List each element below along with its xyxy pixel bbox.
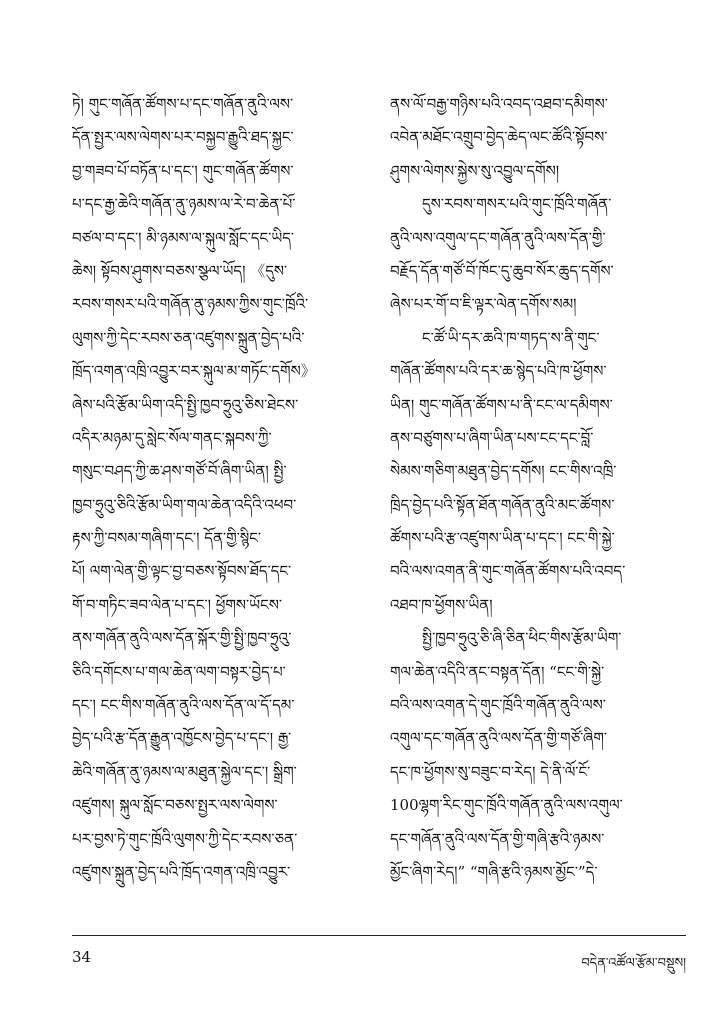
text-line: བརྗོད་དོན་གཙོ་བོ་ཁོང་དུ་ཆུབ་སོར་ཆུད་དགོས་ — [390, 261, 614, 280]
text-line: ཅིའི་དགོངས་པ་གལ་ཆེན་ལག་བསྟར་བྱེད་པ་ — [72, 662, 286, 681]
text-line: ཚོགས་པའི་རྩ་འཛུགས་ཡིན་པ་དང་། ངང་གི་སྐྱེ་ — [390, 529, 615, 548]
text-line: འཛུགས། སྐུལ་སློང་བཅས་སྤྱར་ལས་ལེགས་ — [72, 796, 278, 815]
text-line: མྱོང་ཞིག་རེད།” “གཞི་རྩའི་ཉམས་མྱོང་”དེ་ — [390, 862, 598, 881]
paragraph-first-line: ང་ཚོ་ཡི་དར་ཆའི་ཁ་གཏད་ས་ནི་གུང་ — [422, 328, 600, 347]
text-line: ནས་བཙུགས་པ་ཞིག་ཡིན་པས་ངང་དང་བློ་ — [390, 428, 594, 447]
text-line: བའི་ལས་འགན་ནི་གུང་གཞོན་ཚོགས་པའི་འབད་ — [390, 562, 626, 581]
text-line: འདིར་མཉམ་དུ་སླེང་སོལ་གནང་སྐབས་ཀྱི་ — [72, 428, 272, 447]
text-line: ཁྲིད་བྱེད་པའི་སྟོན་ཐོན་གཞོན་ནུའི་མང་ཚོགས་ — [390, 495, 615, 514]
text-line: ཡིན། གུང་གཞོན་ཚོགས་པ་ནི་ངང་ལ་དམིགས་ — [390, 395, 613, 414]
running-title: བདེན་འཚོལ་རྩོམ་བསྡུས། — [581, 956, 686, 971]
text-line: དང་ཁ་ཕྱོགས་སུ་བཟུང་བ་རེད། དེ་ནི་ལོ་ངོ་ — [390, 762, 591, 781]
text-line: པར་བྱས་ཏེ་གུང་ཁྲོའི་ལུགས་ཀྱི་དེང་རབས་ཅན་ — [72, 829, 298, 848]
left-text-column — [72, 88, 367, 889]
text-line: 100ལྷག་རིང་གུང་ཁྲོའི་གཞོན་ནུའི་ལས་འགུལ་ — [390, 796, 623, 815]
text-line: ནུའི་ལས་འགུལ་དང་གཞོན་ནུའི་ལས་དོན་གྱི་ — [390, 228, 606, 247]
text-line: གོ་བ་གཏིང་ཟབ་ལེན་པ་དང་། ཕྱོགས་ཡོངས་ — [72, 595, 283, 614]
text-line: རྟས་ཀྱི་བསམ་གཞིག་དང་། དོན་གྱི་སྙིང་ — [72, 529, 262, 548]
text-line: ཆེའི་གཞོན་ནུ་ཉམས་ལ་མཐུན་སྐྱེལ་དང་། སྒྲིག་ — [72, 762, 297, 781]
text-line: འབེན་མཐོང་འགྲུབ་བྱེད་ཆེད་ལང་ཚོའི་སྟོབས་ — [390, 128, 608, 147]
text-line: དང་། ངང་གིས་གཞོན་ནུའི་ལས་དོན་ལ་དོ་དམ་ — [72, 696, 295, 715]
text-line: པོ། ལག་ལེན་གྱི་ལྟང་བྱ་བཅས་སྟོབས་ཐོད་དང་ — [72, 562, 292, 581]
text-line: དོན་སྤྱར་ལས་ལེགས་པར་བསྐྱབ་རྒྱུའི་ཐད་སྐྱང་ — [72, 128, 294, 147]
text-line: པ་དང་རྒྱ་ཆེའི་གཞོན་ནུ་ཉམས་ལ་རེ་བ་ཆེན་པོ་ — [72, 195, 296, 214]
text-line: གལ་ཆེན་འདིའི་ནང་བསྟན་དོན། “ངང་གི་སྐྱེ་ — [390, 662, 605, 681]
text-line: བྱ་གཟབ་པོ་བཏོན་པ་དང་། གུང་གཞོན་ཚོགས་ — [72, 161, 294, 180]
text-line: ཞེས་པའི་རྩོམ་ཡིག་འདི་སྤྱི་ཁྱབ་ཧྲུའུ་ཅིས་ཐེངས་ — [72, 395, 299, 414]
footer-rule — [72, 935, 686, 936]
text-line: འགུལ་དང་གཞོན་ནུའི་ལས་དོན་གྱི་གཙོ་ཞིག་ — [390, 729, 608, 748]
text-line: ཁྱབ་ཧྲུའུ་ཅིའི་རྩོམ་ཡིག་གལ་ཆེན་འདིའི་འཕབ་ — [72, 495, 297, 514]
text-line: དང་གཞོན་ནུའི་ལས་དོན་གྱི་གཞི་རྩའི་ཉམས་ — [390, 829, 605, 848]
text-line: ལུགས་ཀྱི་དེང་རབས་ཅན་འཛུགས་སྐྲུན་བྱེད་པའི་ — [72, 328, 305, 347]
paragraph-first-line: དུས་རབས་གསར་པའི་གུང་ཁྲོའི་གཞོན་ — [422, 195, 612, 214]
text-line: སེམས་གཅིག་མཐུན་བྱེད་དགོས། ངང་གིས་འཁྲི་ — [390, 462, 617, 481]
text-line: ཁྲོད་འགན་འཁྲི་འབྱུར་བར་སྐུལ་མ་གཏོང་དགོས》 — [72, 362, 316, 381]
text-line: འཛུགས་སྐྲུན་བྱེད་པའི་ཁྲོད་འགན་འཁྲི་འབྱུར་ — [72, 862, 291, 881]
text-line: ནས་གཞོན་ནུའི་ལས་དོན་སྐོར་གྱི་སྤྱི་ཁྱབ་ཧྲུའུ་ — [72, 629, 292, 648]
text-line: ཆེས། སྟོབས་ཤུགས་བཅས་སྩལ་ཡོད། 《དུས་ — [72, 261, 288, 280]
text-line: བཙལ་བ་དང་། མི་ཉམས་ལ་སྐུལ་སློང་དང་ཡིད་ — [72, 228, 295, 247]
text-line: གསུང་བཤད་ཀྱི་ཆ་ཤས་གཙོ་བོ་ཞིག་ཡིན། སྤྱི་ — [72, 462, 287, 481]
page-number: 34 — [72, 948, 92, 966]
right-text-column — [390, 88, 685, 889]
text-line: ཏེ། གུང་གཞོན་ཚོགས་པ་དང་གཞོན་ནུའི་ལས་ — [72, 95, 294, 113]
text-line: ཤུགས་ལེགས་སྐྱེས་སུ་འབྱུལ་དགོས། — [390, 161, 560, 180]
text-line: ནས་ལོ་བརྒྱ་གཉིས་པའི་འབད་འཐབ་དམིགས་ — [390, 95, 608, 113]
text-line: རབས་གསར་པའི་གཞོན་ནུ་ཉམས་ཀྱིས་གུང་ཁྲོའི་ — [72, 295, 309, 314]
text-line: བྱེད་པའི་རྩ་དོན་རྒྱུན་འཁྱོངས་བྱེད་པ་དང་། རྒྱ་ — [72, 729, 292, 748]
paragraph-first-line: སྤྱི་ཁྱབ་ཧྲུའུ་ཅི་ཞི་ཅིན་ཕིང་གིས་རྩོམ་ཡིག་ — [422, 629, 622, 648]
text-line: གཞོན་ཚོགས་པའི་དར་ཆ་སྙེད་པའི་ཁ་ཕྱོགས་ — [390, 362, 607, 381]
text-line: ཞེས་པར་གོ་བ་ཇི་ལྟར་ལེན་དགོས་སམ། — [390, 295, 577, 314]
text-line: འཐབ་ཁ་ཕྱོགས་ཡིན། — [390, 595, 493, 614]
text-line: བའི་ལས་འགན་དེ་གུང་ཁྲོའི་གཞོན་ནུའི་ལས་ — [390, 696, 606, 715]
